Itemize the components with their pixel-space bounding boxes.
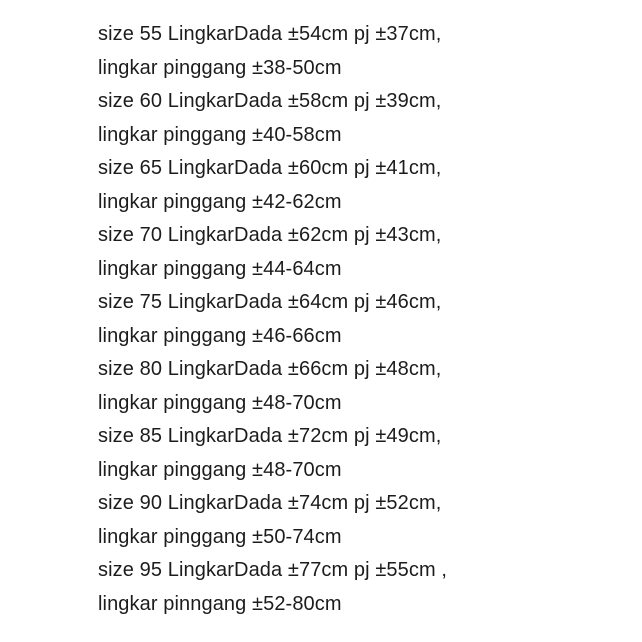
size-85-chest-length-line: size 85 LingkarDada ±72cm pj ±49cm,: [98, 425, 442, 447]
size-60-waist-line: lingkar pinggang ±40-58cm: [98, 123, 342, 146]
size-80-waist-line: lingkar pinggang ±48-70cm: [98, 391, 342, 414]
size-70-chest-length-line: size 70 LingkarDada ±62cm pj ±43cm,: [98, 224, 442, 246]
size-75-chest-length-line: size 75 LingkarDada ±64cm pj ±46cm,: [98, 291, 442, 313]
size-90-waist-line: lingkar pinggang ±50-74cm: [98, 525, 342, 548]
size-95-waist-line: lingkar pinngang ±52-80cm: [98, 592, 342, 615]
size-70-waist-line: lingkar pinggang ±44-64cm: [98, 257, 342, 280]
size-55-waist-line: lingkar pinggang ±38-50cm: [98, 56, 342, 79]
size-60-chest-length-line: size 60 LingkarDada ±58cm pj ±39cm,: [98, 90, 442, 112]
size-65-chest-length-line: size 65 LingkarDada ±60cm pj ±41cm,: [98, 157, 442, 179]
size-65-waist-line: lingkar pinggang ±42-62cm: [98, 190, 342, 213]
size-55-chest-length-line: size 55 LingkarDada ±54cm pj ±37cm,: [98, 23, 442, 45]
size-85-waist-line: lingkar pinggang ±48-70cm: [98, 458, 342, 481]
size-80-chest-length-line: size 80 LingkarDada ±66cm pj ±48cm,: [98, 358, 442, 380]
size-75-waist-line: lingkar pinggang ±46-66cm: [98, 324, 342, 347]
size-chart-text: [98, 18, 628, 621]
size-90-chest-length-line: size 90 LingkarDada ±74cm pj ±52cm,: [98, 492, 442, 514]
size-95-chest-length-line: size 95 LingkarDada ±77cm pj ±55cm ,: [98, 559, 448, 581]
